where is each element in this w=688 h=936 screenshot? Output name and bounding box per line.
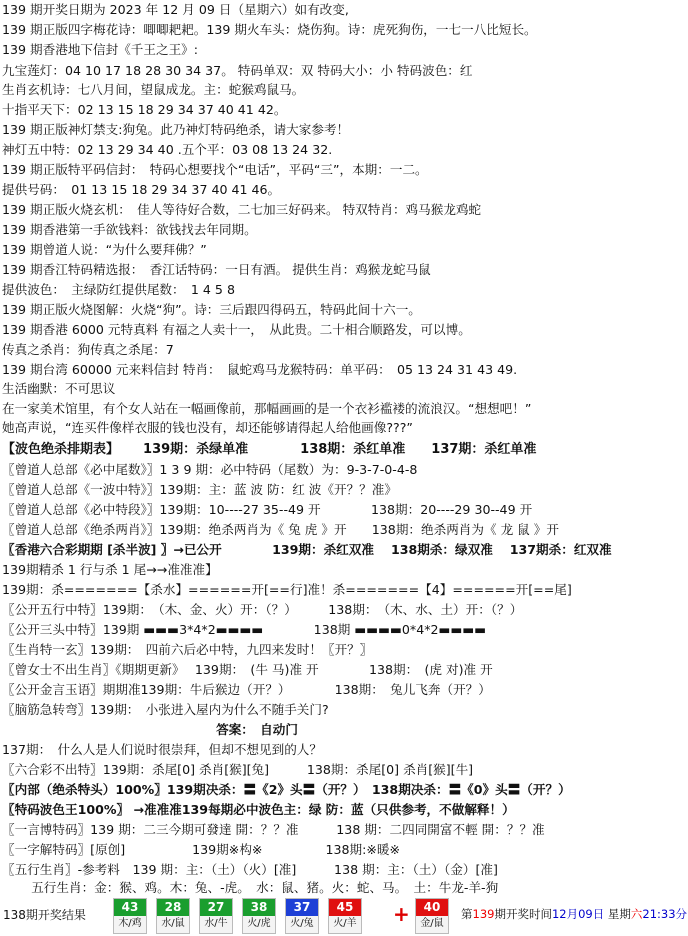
ten-fingers-line: 十指平天下：02 13 15 18 29 34 37 40 41 42。 bbox=[2, 102, 287, 117]
ball-zodiac: 火/兔 bbox=[290, 918, 314, 929]
next-time: 21:33分 bbox=[642, 907, 688, 921]
result-ball bbox=[415, 898, 449, 934]
five-elements-zodiac-line: 〖五行生肖〗-参考料 139 期：主：（土）（火）[准] 138 期：主：（土）（金）[准] bbox=[2, 862, 498, 877]
zeng-tail-line: 〖曾道人总部《必中尾数》〗1 3 9 期：必中特码（尾数）为：9-3-7-0-4-8 bbox=[2, 462, 418, 477]
ball-zodiac: 火/羊 bbox=[333, 918, 357, 929]
next-prefix: 第 bbox=[461, 907, 473, 921]
humor-text-1: 在一家美术馆里，有个女人站在一幅画像前，那幅画画的是一个衣衫褴褛的流浪汉。“想想吧！” bbox=[2, 401, 532, 416]
draw-date-line: 139 期开奖日期为 2023 年 12 月 09 日（星期六）如有改变, bbox=[2, 2, 349, 17]
draw-result-bar bbox=[0, 896, 688, 936]
lotus-lamp-line: 九宝莲灯：04 10 17 18 28 30 34 37。 特码单双：双 特码大小：小 特码波色：红 bbox=[2, 63, 473, 78]
result-ball bbox=[328, 898, 362, 934]
wave-kill-schedule: 【波色绝杀排期表】 139期：杀绿单准 138期：杀红单准 137期：杀红单准 bbox=[2, 442, 537, 457]
ball-zodiac: 水/牛 bbox=[204, 918, 228, 929]
fire-mystery-line: 139 期正版火烧玄机： 佳人等待好合数，二七加三好码来。 特双特肖：鸡马猴龙鸡蛇 bbox=[2, 202, 482, 217]
one-word-bet-line: 〖一言博特码〗139 期：二三今期可發達 開：？？准 138 期：二四同開富不輕 開：？？准 bbox=[2, 822, 545, 837]
next-issue: 139 bbox=[472, 907, 495, 921]
ball-number: 40 bbox=[416, 899, 448, 916]
three-heads-line: 〖公开三头中特〗139期 ▬▬▬3*4*2▬▬▬▬ 138期 ▬▬▬▬0*4*2▬▬▬▬ bbox=[2, 622, 487, 637]
flat-code-envelope-line: 139 期正版特平码信封： 特码心想要找个“电话”，平码“三”，本期：一二。 bbox=[2, 162, 428, 177]
next-weekday-label: 星期 bbox=[607, 907, 631, 921]
riddle-answer: 答案： 自动门 bbox=[2, 722, 298, 737]
ball-number: 38 bbox=[243, 899, 275, 916]
ball-number: 45 bbox=[329, 899, 361, 916]
result-ball bbox=[242, 898, 276, 934]
ball-number: 28 bbox=[157, 899, 189, 916]
result-ball bbox=[285, 898, 319, 934]
plus-sign: + bbox=[393, 902, 410, 926]
fire-diagram-line: 139 期正版火烧图解：火烧“狗”。诗：三后跟四得码五，特码此间十六一。 bbox=[2, 302, 421, 317]
no-special-line: 〖六合彩不出特〗139期：杀尾[0] 杀肖[猴][兔] 138期：杀尾[0] 杀肖[猴][牛] bbox=[2, 762, 474, 777]
next-draw-time bbox=[461, 906, 687, 922]
one-char-line: 〖一字解特码〗[原创] 139期※构※ 138期:※暖※ bbox=[2, 842, 401, 857]
ball-zodiac: 火/虎 bbox=[247, 918, 271, 929]
element-zodiac-list: 五行生肖：金：猴、鸡。木：兔、-虎。 水：鼠、猪。火：蛇、马。 土：牛龙-羊-狗 bbox=[2, 880, 499, 895]
zeng-says-line: 139 期曾道人说：“为什么要拜佛？” bbox=[2, 242, 207, 257]
zodiac-mystery-line: 〖生肖特一玄〗139期： 四前六后必中特，九四来发时！〖开？〗 bbox=[2, 642, 373, 657]
next-date: 12月09日 bbox=[551, 907, 605, 921]
ball-number: 27 bbox=[200, 899, 232, 916]
ball-zodiac: 水/鼠 bbox=[161, 918, 185, 929]
zodiac-poem-line: 生肖玄机诗：七八月间，望鼠成龙。主：蛇猴鸡鼠马。 bbox=[2, 82, 305, 97]
five-elements-line: 〖公开五行中特〗139期： （木、金、火）开：（？） 138期： （木、水、土）开：（？） bbox=[2, 602, 523, 617]
kill-water-line: 139期：杀=======【杀水】======开[==行]准！杀=======【4】======开[==尾] bbox=[2, 582, 572, 597]
zeng-kill-two-line: 〖曾道人总部《绝杀两肖》〗139期：绝杀两肖为《 兔 虎 》开 138期：绝杀两肖为《 龙 鼠 》开 bbox=[2, 522, 559, 537]
golden-words-line: 〖公开金言玉语〗期期准139期：牛后猴边（开？） 138期： 兔儿飞奔（开？） bbox=[2, 682, 491, 697]
next-weekday: 六 bbox=[630, 907, 643, 921]
xiangjiang-line: 139 期香江特码精选报： 香江话特码：一日有酒。 提供生肖：鸡猴龙蛇马鼠 bbox=[2, 262, 431, 277]
wave-color-line: 提供波色： 主绿防红提供尾数： 1 4 5 8 bbox=[2, 282, 235, 297]
hk-envelope-title: 139 期香港地下信封《千王之王》: bbox=[2, 42, 199, 57]
humor-text-2: 她高声说，“连买件像样衣服的钱也没有，却还能够请得起人给他画像???” bbox=[2, 420, 413, 435]
draw-result-label: 138期开奖结果 bbox=[3, 908, 86, 922]
ball-number: 37 bbox=[286, 899, 318, 916]
humor-title: 生活幽默：不可思议 bbox=[2, 381, 116, 396]
riddle-137-line: 137期： 什么人是人们说时很崇拜，但却不想见到的人？ bbox=[2, 742, 322, 757]
zeng-wave-line: 〖曾道人总部《一波中特》〗139期：主：蓝 波 防：红 波《开？？准》 bbox=[2, 482, 397, 497]
wave-king-line: 〖特码波色王100%〗 →准准准139每期必中波色主：绿 防：蓝（只供参考，不做解释！） bbox=[2, 802, 515, 817]
ms-zeng-line: 〖曾女士不出生肖〗《期期更新》 139期： (牛 马)准 开 138期： (虎 对)准 开 bbox=[2, 662, 493, 677]
lamp-five-line: 神灯五中特：02 13 29 34 40 .五个平：03 08 13 24 32. bbox=[2, 142, 333, 157]
result-ball bbox=[156, 898, 190, 934]
hk-6000-line: 139 期香港 6000 元特真料 有福之人卖十一， 从此贵。二十相合顺路发，可以博。 bbox=[2, 322, 471, 337]
ball-zodiac: 金/鼠 bbox=[420, 918, 444, 929]
zeng-segment-line: 〖曾道人总部《必中特段》〗139期：10----27 35--49 开 138期：20----29 30--49 开 bbox=[2, 502, 533, 517]
taiwan-60000-line: 139 期台湾 60000 元来料信封 特肖： 鼠蛇鸡马龙猴特码：单平码： 05 13 24 31 43 49. bbox=[2, 362, 518, 377]
ball-number: 43 bbox=[114, 899, 146, 916]
plum-poem-line: 139 期正版四字梅花诗：唧唧耙耙。139 期火车头：烧伤狗。诗：虎死狗伤，一七一八比短长。 bbox=[2, 22, 537, 37]
kill-head-line: 〖内部（绝杀特头）100%〗139期决杀：〓《2》头〓（开？） 138期决杀：〓《0》头〓（开？） bbox=[2, 782, 571, 797]
precise-kill-line: 139期精杀 1 行与杀 1 尾→→准准准】 bbox=[2, 562, 218, 577]
magic-lamp-line: 139 期正版神灯禁支:狗兔。此乃神灯特码绝杀，请大家参考！ bbox=[2, 122, 350, 137]
result-ball bbox=[199, 898, 233, 934]
ball-zodiac: 木/鸡 bbox=[118, 918, 142, 929]
riddle-line: 〖脑筋急转弯〗139期： 小张进入屋内为什么不随手关门? bbox=[2, 702, 329, 717]
next-mid: 期开奖时间 bbox=[494, 907, 552, 921]
provided-numbers-line: 提供号码： 01 13 15 18 29 34 37 40 41 46。 bbox=[2, 182, 281, 197]
hk-first-hand-line: 139 期香港第一手欲钱料：欲钱找去年同期。 bbox=[2, 222, 257, 237]
result-ball bbox=[113, 898, 147, 934]
fax-kill-line: 传真之杀肖：狗传真之杀尾：7 bbox=[2, 342, 174, 357]
hk-half-wave-line: 〖香港六合彩期期 [杀半波] 〗→已公开 139期：杀红双准 138期杀：绿双准 137期杀：红双准 bbox=[2, 542, 612, 557]
